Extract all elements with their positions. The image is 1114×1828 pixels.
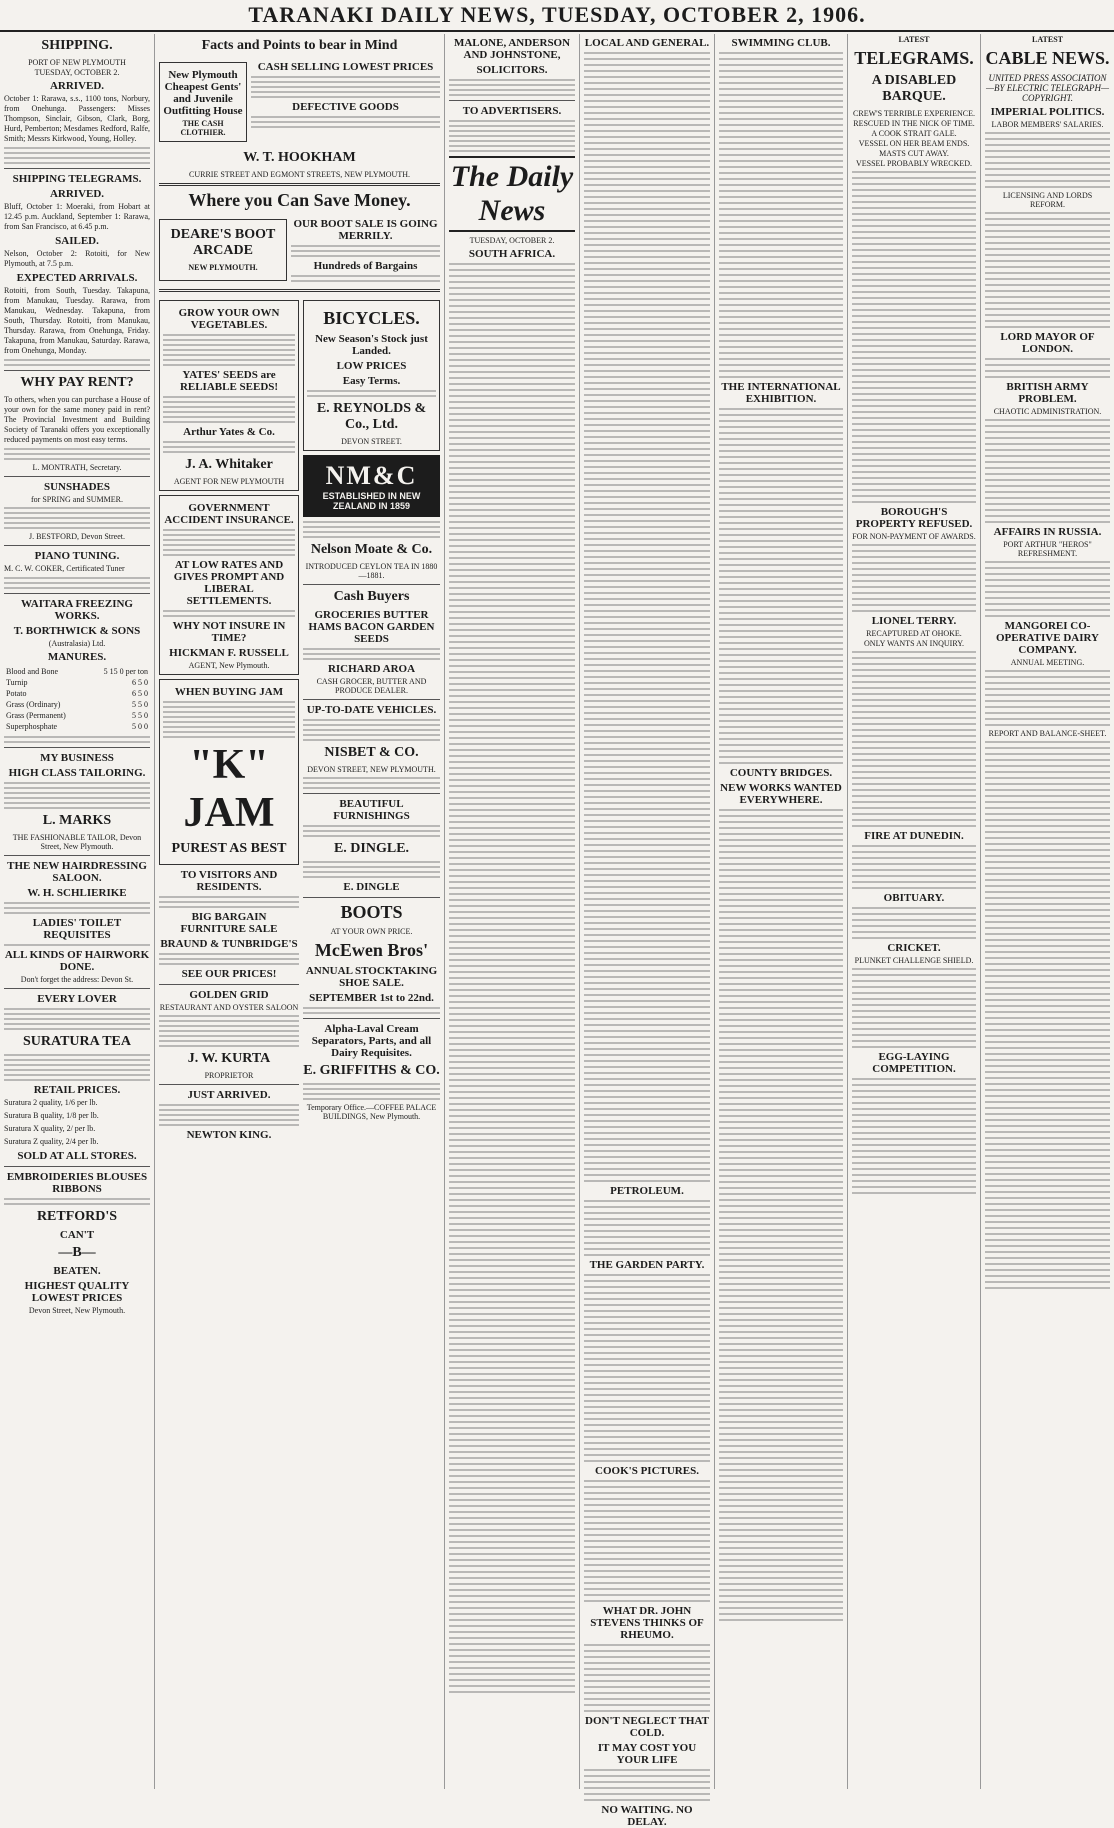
reynolds-address: DEVON STREET. [341, 437, 402, 446]
hookham-address: CURRIE STREET AND EGMONT STREETS, NEW PLYMOUTH. [189, 170, 410, 179]
boots-heading: BOOTS [340, 902, 403, 922]
boot-sale-heading: OUR BOOT SALE IS GOING MERRILY. [293, 218, 438, 242]
bicycles-heading: BICYCLES. [323, 308, 420, 328]
ceylon-sub: INTRODUCED CEYLON TEA IN 1880—1881. [305, 562, 438, 580]
arrived-heading: ARRIVED. [49, 80, 105, 92]
cant-text: CAN'T [59, 1229, 95, 1241]
port-arthur-line: PORT ARTHUR "HEROS" REFRESHMENT. [1003, 540, 1092, 558]
masts-cut: MASTS CUT AWAY. [879, 149, 949, 158]
lover-heading: EVERY LOVER [37, 993, 117, 1005]
manure-price-table [4, 665, 150, 733]
marks-heading: L. MARKS [42, 813, 112, 828]
yates-heading: YATES' SEEDS are RELIABLE SEEDS! [179, 369, 279, 393]
port-date: TUESDAY, OCTOBER 2. [34, 68, 120, 77]
be-text: —B— [58, 1245, 96, 1260]
nelson-moate: Nelson Moate & Co. [310, 542, 433, 557]
retail-line: Suratura B quality, 1/8 per lb. [4, 1111, 99, 1120]
column-local-general [580, 34, 715, 1828]
malone-heading: MALONE, ANDERSON AND JOHNSTONE, [453, 37, 571, 61]
when-buying-jam: WHEN BUYING JAM [174, 686, 284, 698]
column-editorial [445, 34, 580, 1789]
masthead-title: TARANAKI DAILY NEWS, TUESDAY, OCTOBER 2, 1906. [248, 2, 866, 27]
manure-price: 5 0 0 [132, 722, 148, 731]
expected-heading: EXPECTED ARRIVALS. [16, 272, 138, 284]
may-cost: IT MAY COST YOU YOUR LIFE [597, 1742, 697, 1766]
no-waiting: NO WAITING. NO DELAY. [601, 1804, 693, 1828]
nmc-sub: ESTABLISHED IN NEW ZEALAND IN 1859 [322, 491, 421, 511]
editorial-date: TUESDAY, OCTOBER 2. [469, 236, 555, 245]
why-not-heading: WHY NOT INSURE IN TIME? [172, 620, 286, 644]
beaten-text: BEATEN. [53, 1265, 101, 1277]
visitors-heading: TO VISITORS AND RESIDENTS. [180, 869, 278, 893]
hair-heading: THE NEW HAIRDRESSING SALOON. [7, 860, 147, 884]
tailoring-heading: HIGH CLASS TAILORING. [8, 767, 146, 779]
column-advertisements [155, 34, 445, 1789]
chaotic-line: CHAOTIC ADMINISTRATION. [993, 407, 1102, 416]
golden-grid-heading: GOLDEN GRID [189, 989, 269, 1001]
new-plymouth-outfitting: New Plymouth Cheapest Gents' and Juvenile Outfitting House [163, 69, 243, 117]
arthur-yates: Arthur Yates & Co. [183, 426, 275, 438]
cash-selling-heading: CASH SELLING LOWEST PRICES [257, 61, 434, 73]
purest-heading: PUREST AS BEST [171, 841, 287, 856]
manure-item: Turnip [6, 678, 28, 687]
manure-item: Potato [6, 689, 27, 698]
county-heading: COUNTY BRIDGES. [729, 767, 833, 779]
local-heading: LOCAL AND GENERAL. [584, 37, 710, 49]
sunshades-signature: J. BESTFORD, Devon Street. [29, 532, 125, 541]
latest-label: LATEST [898, 35, 930, 44]
up-to-date-heading: UP-TO-DATE VEHICLES. [306, 704, 437, 716]
restaurant-sub: RESTAURANT AND OYSTER SALOON [159, 1003, 299, 1012]
column-clubs [715, 34, 848, 1789]
advertisers-heading: TO ADVERTISERS. [462, 105, 562, 117]
braund-heading: BRAUND & TUNBRIDGE'S [160, 938, 298, 950]
solicitors-heading: SOLICITORS. [476, 64, 548, 76]
embroideries-heading: EMBROIDERIES BLOUSES RIBBONS [6, 1171, 148, 1195]
retail-line: Suratura Z quality, 2/4 per lb. [4, 1137, 99, 1146]
tele-arrived-heading: ARRIVED. [49, 188, 105, 200]
column-cable-news [981, 34, 1114, 1789]
coffee-palace: Temporary Office.—COFFEE PALACE BUILDINGS, New Plymouth. [306, 1103, 437, 1121]
stocktaking-heading: ANNUAL STOCKTAKING SHOE SALE. [305, 965, 438, 989]
dont-neglect: DON'T NEGLECT THAT COLD. [585, 1715, 709, 1739]
alpha-laval: Alpha-Laval Cream Separators, Parts, and all Dairy Requisites. [311, 1023, 432, 1059]
retail-line: Suratura X quality, 2/ per lb. [4, 1124, 96, 1133]
sailed-text: Nelson, October 2: Rotoiti, for New Plymouth, at 7.5 p.m. [4, 249, 150, 268]
sailed-heading: SAILED. [55, 235, 99, 247]
recaptured-line: RECAPTURED AT OHOKE. [866, 629, 962, 638]
table-row [6, 700, 148, 709]
mangorei-heading: MANGOREI CO-OPERATIVE DAIRY COMPANY. [995, 620, 1099, 656]
save-money-heading: Where you Can Save Money. [188, 190, 411, 210]
lord-mayor-heading: LORD MAYOR OF LONDON. [1000, 331, 1095, 355]
schlierike-heading: W. H. SCHLIERIKE [27, 887, 127, 899]
column-shipping [0, 34, 155, 1789]
telegrams-heading: TELEGRAMS. [854, 48, 974, 68]
mcewen-heading: McEwen Bros' [314, 940, 429, 960]
table-row [6, 667, 148, 676]
beam-ends: VESSEL ON HER BEAM ENDS. [858, 139, 970, 148]
manures-heading: MANURES. [47, 651, 107, 663]
manure-item: Grass (Permanent) [6, 711, 66, 720]
manure-price: 6 5 0 [132, 678, 148, 687]
sunshades-heading: SUNSHADES [43, 481, 111, 493]
obituary-heading: OBITUARY. [883, 892, 945, 904]
retail-line: Suratura 2 quality, 1/6 per lb. [4, 1098, 98, 1107]
table-row [6, 689, 148, 698]
rent-text: To others, when you can purchase a House of your own for the same money paid in rent? The Provincial Investment and Building Society of Taranaki offers you exceptionally reduced payments on most easy terms. [4, 395, 150, 444]
nisbet-sub: DEVON STREET, NEW PLYMOUTH. [307, 765, 436, 774]
latest-label: LATEST [1032, 35, 1063, 44]
borthwick-heading: T. BORTHWICK & SONS [13, 625, 141, 637]
egg-heading: EGG-LAYING COMPETITION. [872, 1051, 956, 1075]
exhibition-heading: THE INTERNATIONAL EXHIBITION. [721, 381, 841, 405]
crew-line: CREW'S TERRIBLE EXPERIENCE. [853, 109, 975, 118]
borthwick-sub: (Australasia) Ltd. [48, 639, 106, 648]
fire-heading: FIRE AT DUNEDIN. [864, 830, 964, 842]
russia-heading: AFFAIRS IN RUSSIA. [993, 526, 1102, 538]
see-prices-heading: SEE OUR PRICES! [181, 968, 277, 980]
kurta-heading: J. W. KURTA [187, 1051, 271, 1066]
dingle-heading: E. DINGLE. [333, 841, 410, 856]
address-line: Don't forget the address: Devon St. [20, 975, 134, 984]
waitara-heading: WAITARA FREEZING WORKS. [21, 598, 133, 622]
gov-insurance-heading: GOVERNMENT ACCIDENT INSURANCE. [164, 502, 294, 526]
deare-heading: DEARE'S BOOT ARCADE [170, 227, 276, 258]
piano-text: M. C. W. COKER, Certificated Tuner [4, 564, 125, 573]
k-jam-heading: "K" JAM [183, 742, 275, 836]
cash-buyers: Cash Buyers [333, 589, 410, 604]
retfords-heading: RETFORD'S [36, 1209, 118, 1224]
sunshades-sub: for SPRING and SUMMER. [30, 495, 123, 504]
table-row [6, 722, 148, 731]
nisbet-heading: NISBET & CO. [324, 745, 419, 760]
text-lines [4, 147, 150, 164]
table-row [6, 711, 148, 720]
inquiry-line: ONLY WANTS AN INQUIRY. [864, 639, 964, 648]
cable-heading: CABLE NEWS. [985, 48, 1110, 68]
your-own-price: AT YOUR OWN PRICE. [330, 927, 413, 936]
cricket-heading: CRICKET. [887, 942, 941, 954]
borough-heading: BOROUGH'S PROPERTY REFUSED. [855, 506, 973, 530]
manure-item: Blood and Bone [6, 667, 58, 676]
army-heading: BRITISH ARMY PROBLEM. [1006, 381, 1089, 405]
tele-arrived-text: Bluff, October 1: Moeraki, from Hobart at 12.45 p.m. Auckland, September 1: Rarawa, from San Francisco, at 6.45 p.m. [4, 202, 150, 231]
manure-price: 6 5 0 [132, 689, 148, 698]
bikes-sub: New Season's Stock just Landed. [315, 333, 428, 357]
toilet-heading: LADIES' TOILET REQUISITES [32, 917, 122, 941]
licensing-line: LICENSING AND LORDS REFORM. [1002, 191, 1093, 209]
retail-heading: RETAIL PRICES. [33, 1084, 121, 1096]
nmc-logo [303, 455, 440, 517]
richard-aroa: RICHARD AROA [327, 663, 416, 675]
bargains-heading: Hundreds of Bargains [313, 260, 418, 272]
dingle-sign: E. DINGLE [343, 881, 400, 893]
cable-sub: UNITED PRESS ASSOCIATION—BY ELECTRIC TELEGRAPH—COPYRIGHT. [985, 73, 1109, 103]
hairwork-heading: ALL KINDS OF HAIRWORK DONE. [4, 949, 150, 973]
imperial-heading: IMPERIAL POLITICS. [990, 106, 1105, 118]
shipping-heading: SHIPPING. [41, 38, 113, 53]
manure-price: 5 5 0 [132, 700, 148, 709]
disabled-barque: A DISABLED BARQUE. [871, 73, 957, 104]
richard-aroa-sub: CASH GROCER, BUTTER AND PRODUCE DEALER. [316, 677, 427, 695]
facts-heading: Facts and Points to bear in Mind [201, 38, 398, 53]
annual-meeting: ANNUAL MEETING. [1010, 658, 1085, 667]
manure-price: 5 5 0 [132, 711, 148, 720]
swimming-heading: SWIMMING CLUB. [731, 37, 831, 49]
marks-sub: THE FASHIONABLE TAILOR, Devon Street, New Plymouth. [12, 833, 142, 851]
nmc-text: NM&C [325, 461, 418, 490]
petroleum-heading: PETROLEUM. [610, 1185, 684, 1197]
whitaker-sub: AGENT FOR NEW PLYMOUTH [173, 477, 285, 486]
probably-wrecked: VESSEL PROBABLY WRECKED. [855, 159, 973, 168]
retfords-address: Devon Street, New Plymouth. [28, 1306, 126, 1315]
september-heading: SEPTEMBER 1st to 22nd. [309, 992, 434, 1004]
rescued-line: RESCUED IN THE NICK OF TIME. [853, 119, 975, 128]
rheumo-heading: WHAT DR. JOHN STEVENS THINKS OF RHEUMO. [590, 1605, 704, 1641]
plunket-line: PLUNKET CHALLENGE SHIELD. [854, 956, 974, 965]
low-prices: LOW PRICES [336, 360, 407, 372]
newton-king: NEWTON KING. [186, 1129, 272, 1141]
cook-strait: A COOK STRAIT GALE. [871, 129, 957, 138]
stores-heading: SOLD AT ALL STORES. [17, 1150, 137, 1162]
business-heading: MY BUSINESS [40, 752, 114, 764]
easy-terms: Easy Terms. [342, 375, 401, 387]
grow-heading: GROW YOUR OWN VEGETABLES. [178, 307, 280, 331]
beautiful-heading: BEAUTIFUL FURNISHINGS [333, 798, 410, 822]
arrived-text: October 1: Rarawa, s.s., 1100 tons, Norbury, from Onehunga. Passengers: Misses Thompson, Sinclair, Gibson, Clark, Borg, Hurd, Pemberton; Mesdames Redford, Ralfe, Smith; Messrs Kirkwood, Young, Holley. [4, 94, 150, 143]
masthead [0, 0, 1114, 32]
expected-text: Rotoiti, from South, Tuesday. Takapuna, from Manukau, Tuesday. Rarawa, from Manukau, Wednesday. Takapuna, from South, Thursday. Rotoiti, from Manukau, Thursday. Rarawa, from Onehunga, Friday. Takapuna, from Manukau, Saturday. Rarawa, from Onehunga, Monday. [4, 286, 150, 355]
just-arrived-heading: JUST ARRIVED. [187, 1089, 271, 1101]
manure-price: 5 15 0 per ton [103, 667, 148, 676]
defective-heading: DEFECTIVE GOODS [292, 101, 399, 113]
labour-line: LABOR MEMBERS' SALARIES. [991, 120, 1104, 129]
hookham-heading: W. T. HOOKHAM [243, 150, 356, 165]
daily-news-logo: The Daily News [449, 156, 575, 232]
russell-heading: HICKMAN F. RUSSELL [169, 647, 289, 659]
russell-sub: AGENT, New Plymouth. [188, 661, 270, 670]
table-row [6, 678, 148, 687]
groceries-list: GROCERIES BUTTER HAMS BACON GARDEN SEEDS [308, 609, 435, 645]
rates-heading: AT LOW RATES AND GIVES PROMPT AND LIBERAL SETTLEMENTS. [173, 559, 285, 607]
piano-heading: PIANO TUNING. [34, 550, 120, 562]
kurta-sub: PROPRIETOR [204, 1071, 254, 1080]
suratura-heading: SURATURA TEA [22, 1034, 131, 1049]
garden-heading: THE GARDEN PARTY. [589, 1259, 705, 1271]
whitaker-heading: J. A. Whitaker [185, 457, 273, 472]
cooks-heading: COOK'S PICTURES. [595, 1465, 699, 1477]
port-line: PORT OF NEW PLYMOUTH [28, 58, 126, 67]
reynolds-heading: E. REYNOLDS & Co., Ltd. [316, 401, 427, 432]
griffiths-heading: E. GRIFFITHS & CO. [303, 1063, 440, 1078]
column-latest-telegrams [848, 34, 981, 1789]
deare-location: NEW PLYMOUTH. [188, 263, 258, 272]
telegrams-heading: SHIPPING TELEGRAMS. [12, 173, 142, 185]
terry-heading: LIONEL TERRY. [871, 615, 957, 627]
highest-text: HIGHEST QUALITY LOWEST PRICES [24, 1280, 130, 1304]
wanted-heading: NEW WORKS WANTED EVERYWHERE. [720, 782, 842, 806]
cash-clothier: THE CASH CLOTHIER. [180, 119, 226, 137]
rent-heading: WHY PAY RENT? [20, 375, 134, 390]
south-africa-heading: SOUTH AFRICA. [468, 248, 556, 260]
bargain-heading: BIG BARGAIN FURNITURE SALE [180, 911, 278, 935]
rent-signature: L. MONTRATH, Secretary. [32, 463, 122, 472]
balance-sheet-line: REPORT AND BALANCE-SHEET. [988, 729, 1107, 738]
manure-item: Grass (Ordinary) [6, 700, 61, 709]
nonpayment-line: FOR NON-PAYMENT OF AWARDS. [852, 532, 976, 541]
manure-item: Superphosphate [6, 722, 58, 731]
